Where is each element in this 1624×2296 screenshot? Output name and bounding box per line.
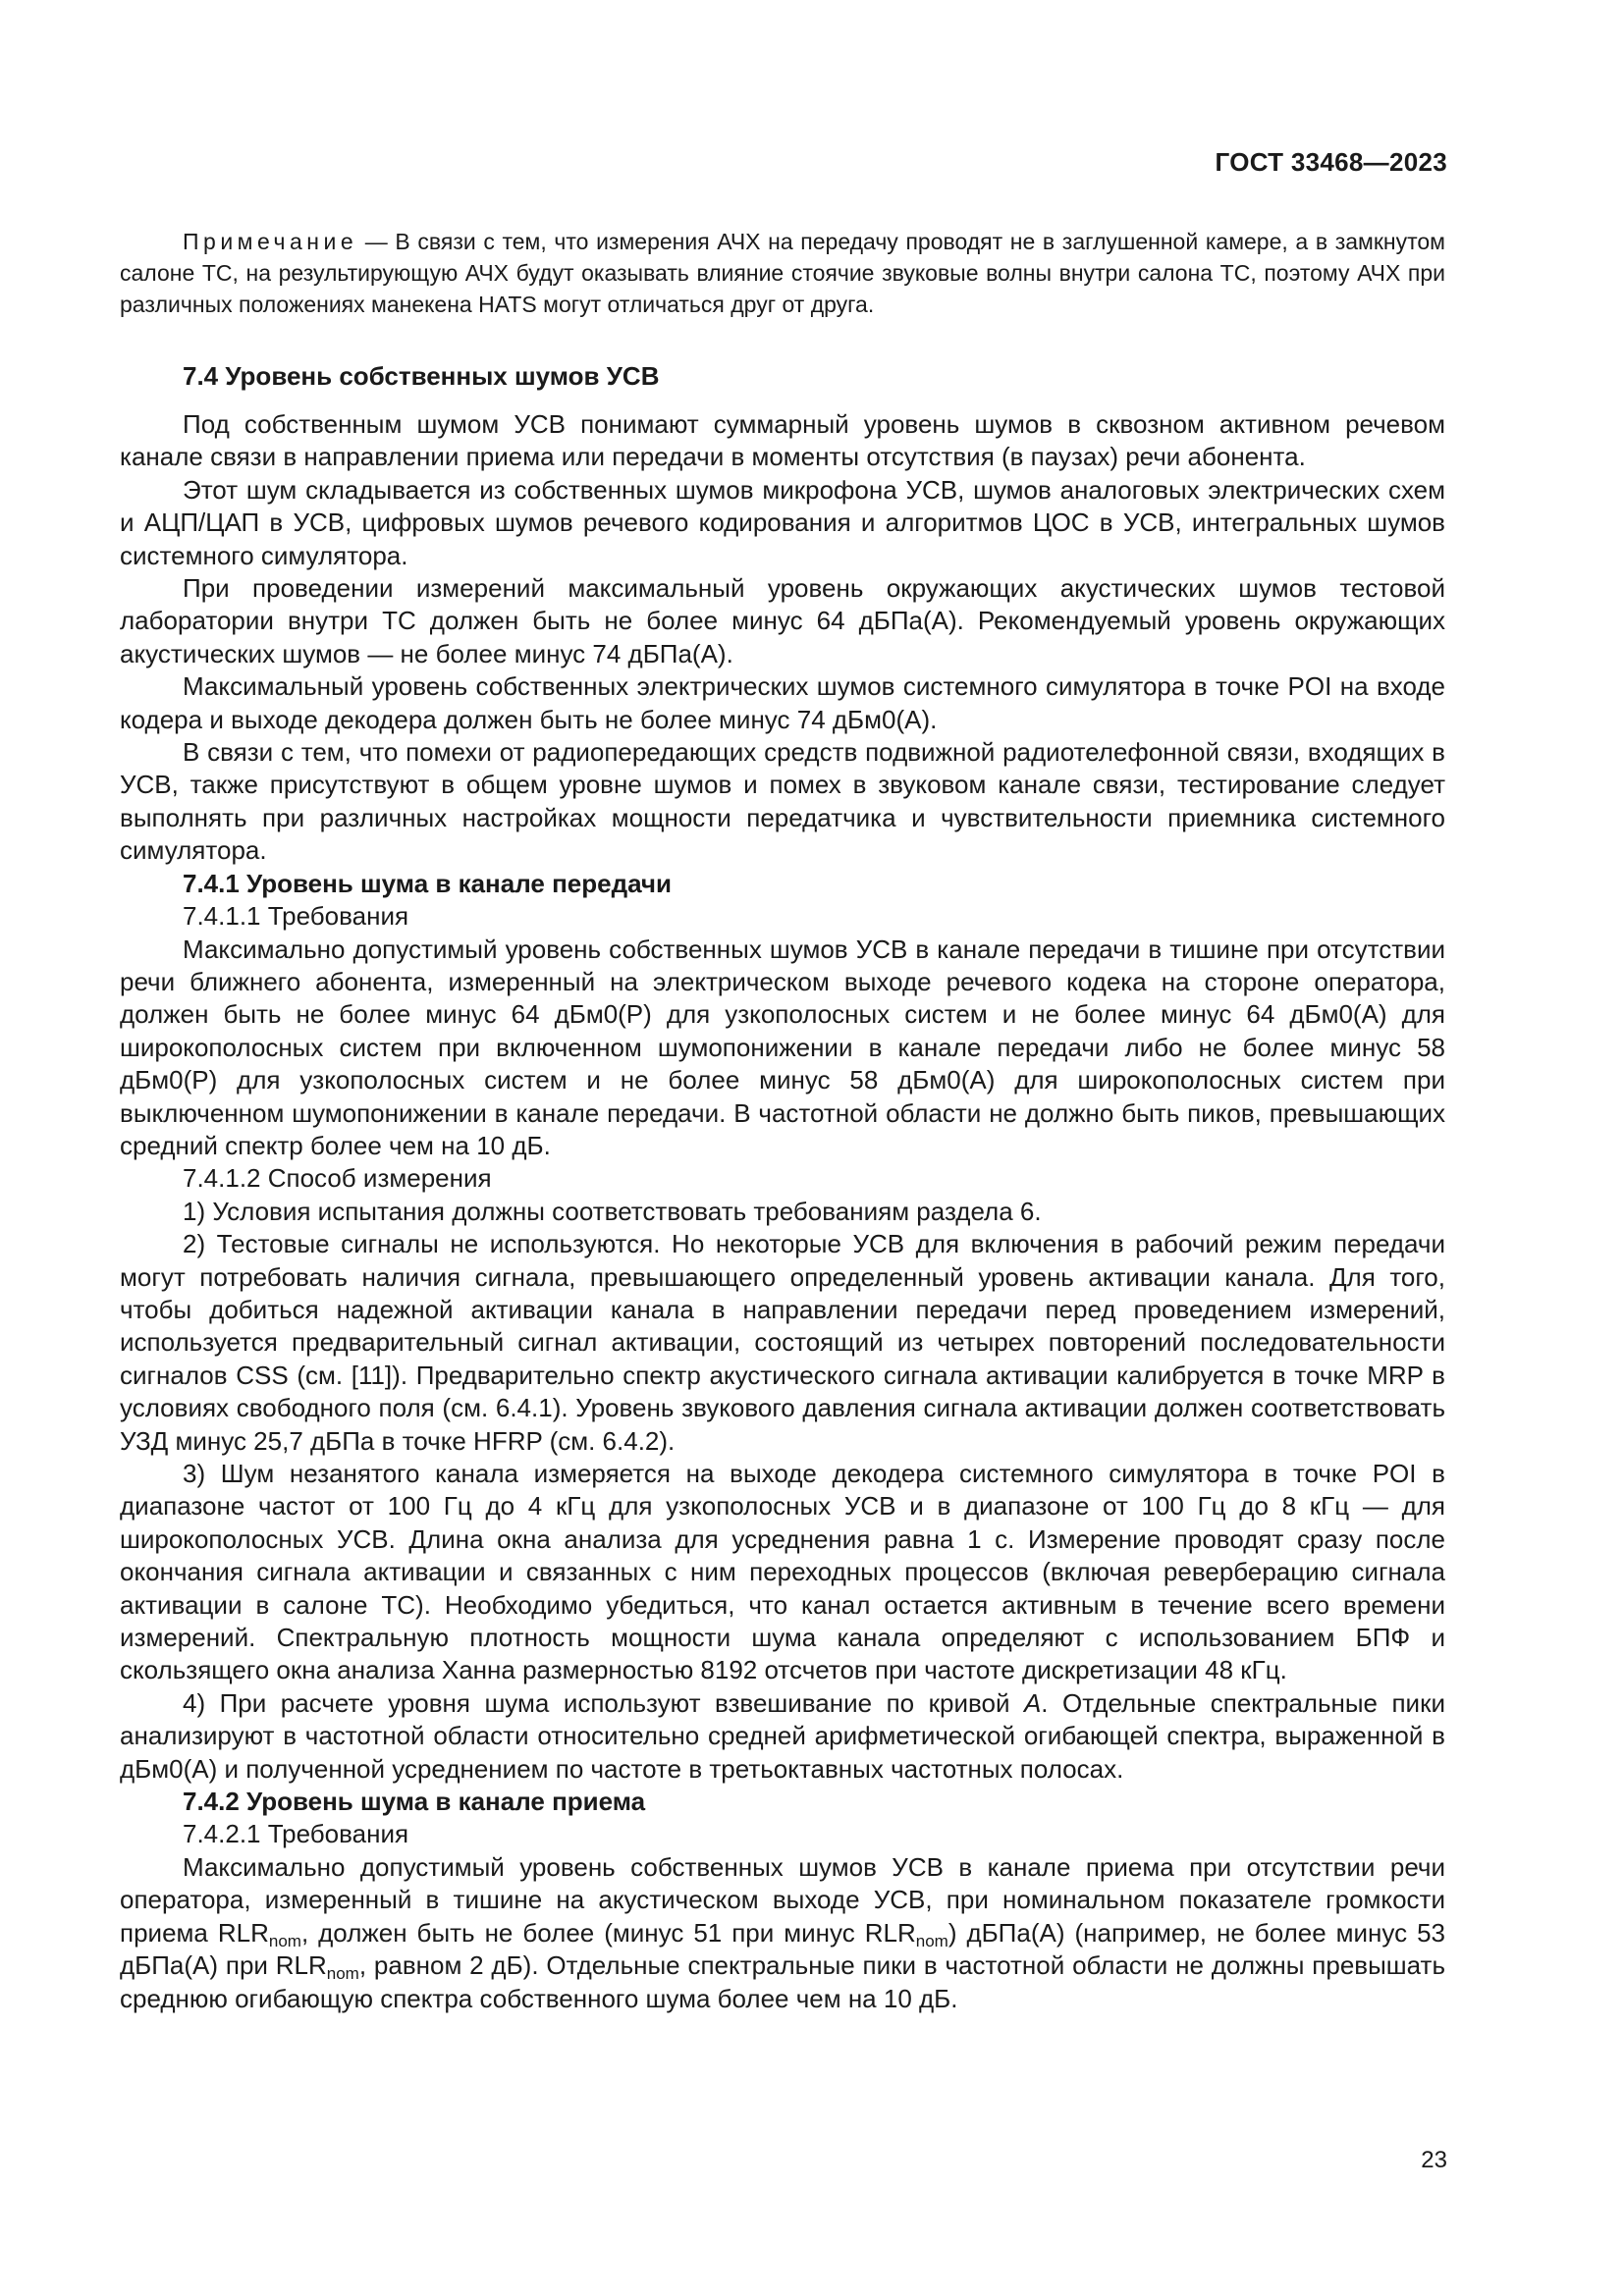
rlr-subscript: nom	[326, 1964, 359, 1984]
method-item-4-part: 4) При расчете уровня шума используют взвешивание по кривой	[183, 1687, 1024, 1718]
section-7-4-2-1-label: 7.4.2.1 Требования	[183, 1819, 409, 1849]
method-item: 3) Шум незанятого канала измеряется на выходе декодера системного симулятора в точке POI в диапазоне частот от 100 Гц до 4 кГц для узкополосных УСВ и в диапазоне от 100 Гц до 8 кГц — для широкополосных УСВ. Длина окна анализа для усреднения равна 1 с. Измерение проводят сразу после окончания сигнала активации и связанных с ним переходных процессов (включая реверберацию сигнала активации в салоне ТС). Необходимо убедиться, что канал остается активным в течение всего времени измерений. Спектральную плотность мощности шума канала определяют с использованием БПФ и скользящего окна анализа Ханна размерностью 8192 отсчетов при частоте дискретизации 48 кГц.	[120, 1459, 1445, 1685]
method-item	[120, 1687, 1445, 1786]
req-text-part: ) дБПа(А) (например, не более минус 53 дБПа(А) при RLR	[120, 1917, 1446, 1981]
section-7-4-2-1-text	[120, 1851, 1445, 2015]
rlr-subscript: nom	[268, 1931, 301, 1950]
method-item: 1) Условия испытания должны соответствовать требованиям раздела 6.	[183, 1196, 1042, 1226]
document-id-header: ГОСТ 33468—2023	[1215, 147, 1447, 177]
req-text-part: Максимально допустимый уровень собственных шумов УСВ в канале приема при отсутствии речи оператора, измеренный в тишине на акустическом выходе УСВ, при номинальном показателе громкости приема RLR	[120, 1851, 1445, 1948]
page-number: 23	[1421, 2147, 1447, 2173]
req-text-part: , равном 2 дБ). Отдельные спектральные пики в частотной области не должны превышать среднюю огибающую спектра собственного шума более чем на 10 дБ.	[120, 1950, 1445, 2013]
section-7-4-title: 7.4 Уровень собственных шумов УСВ	[183, 361, 660, 391]
note-paragraph	[120, 226, 1445, 320]
section-7-4-paragraph: Максимальный уровень собственных электрических шумов системного симулятора в точке POI на входе кодера и выходе декодера должен быть не более минус 74 дБм0(А).	[120, 671, 1445, 734]
page-content	[120, 226, 1445, 2015]
section-7-4-2-title: 7.4.2 Уровень шума в канале приема	[183, 1787, 646, 1817]
section-7-4-1-2-label: 7.4.1.2 Способ измерения	[183, 1163, 492, 1194]
section-7-4-1-title: 7.4.1 Уровень шума в канале передачи	[183, 868, 672, 898]
section-7-4-1-1-text: Максимально допустимый уровень собственных шумов УСВ в канале передачи в тишине при отсутствии речи ближнего абонента, измеренный на электрическом выходе речевого кодека на стороне оператора, должен быть не более минус 64 дБм0(Р) для узкополосных систем и не более минус 64 дБм0(А) для широкополосных систем при включенном шумопонижении в канале передачи либо не более минус 58 дБм0(Р) для узкополосных систем и не более минус 58 дБм0(А) для широкополосных систем при выключенном шумопонижении в канале передачи. В частотной области не должно быть пиков, превышающих средний спектр более чем на 10 дБ.	[120, 934, 1445, 1160]
note-label: Примечание	[183, 229, 358, 254]
section-7-4-paragraph: Под собственным шумом УСВ понимают суммарный уровень шумов в сквозном активном речевом канале связи в направлении приема или передачи в моменты отсутствия (в паузах) речи абонента.	[120, 409, 1445, 472]
rlr-subscript: nom	[915, 1931, 948, 1950]
method-item-4-part: . Отдельные спектральные пики анализируют в частотной области относительно средней арифметической огибающей спектра, выраженной в дБм0(А) и полученной усреднением по частоте в третьоктавных частотных полосах.	[120, 1687, 1445, 1784]
section-7-4-paragraph: В связи с тем, что помехи от радиопередающих средств подвижной радиотелефонной связи, входящих в УСВ, также присутствуют в общем уровне шумов и помех в звуковом канале связи, тестирование следует выполнять при различных настройках мощности передатчика и чувствительности приемника системного симулятора.	[120, 737, 1445, 866]
req-text-part: , должен быть не более (минус 51 при минус RLR	[300, 1917, 916, 1948]
section-7-4-paragraph: Этот шум складывается из собственных шумов микрофона УСВ, шумов аналоговых электрических схем и АЦП/ЦАП в УСВ, цифровых шумов речевого кодирования и алгоритмов ЦОС в УСВ, интегральных шумов системного симулятора.	[120, 474, 1445, 570]
method-item: 2) Тестовые сигналы не используются. Но некоторые УСВ для включения в рабочий режим передачи могут потребовать наличия сигнала, превышающего определенный уровень активации канала. Для того, чтобы добиться надежной активации канала в направлении передачи перед проведением измерений, используется предварительный сигнал активации, состоящий из четырех повторений последовательности сигналов CSS (см. [11]). Предварительно спектр акустического сигнала активации калибруется в точке MRP в условиях свободного поля (см. 6.4.1). Уровень звукового давления сигнала активации должен соответствовать УЗД минус 25,7 дБПа в точке HFRP (см. 6.4.2).	[120, 1229, 1445, 1456]
note-text: — В связи с тем, что измерения АЧХ на передачу проводят не в заглушенной камере, а в замкнутом салоне ТС, на результирующую АЧХ будут оказывать влияние стоячие звуковые волны внутри салона ТС, поэтому АЧХ при различных положениях манекена HATS могут отличаться друг от друга.	[120, 229, 1445, 317]
section-7-4-paragraph: При проведении измерений максимальный уровень окружающих акустических шумов тестовой лаборатории внутри ТС должен быть не более минус 64 дБПа(А). Рекомендуемый уровень окружающих акустических шумов — не более минус 74 дБПа(А).	[120, 573, 1445, 668]
section-7-4-1-1-label: 7.4.1.1 Требования	[183, 901, 409, 932]
method-item-4-curve: А	[1023, 1687, 1042, 1718]
